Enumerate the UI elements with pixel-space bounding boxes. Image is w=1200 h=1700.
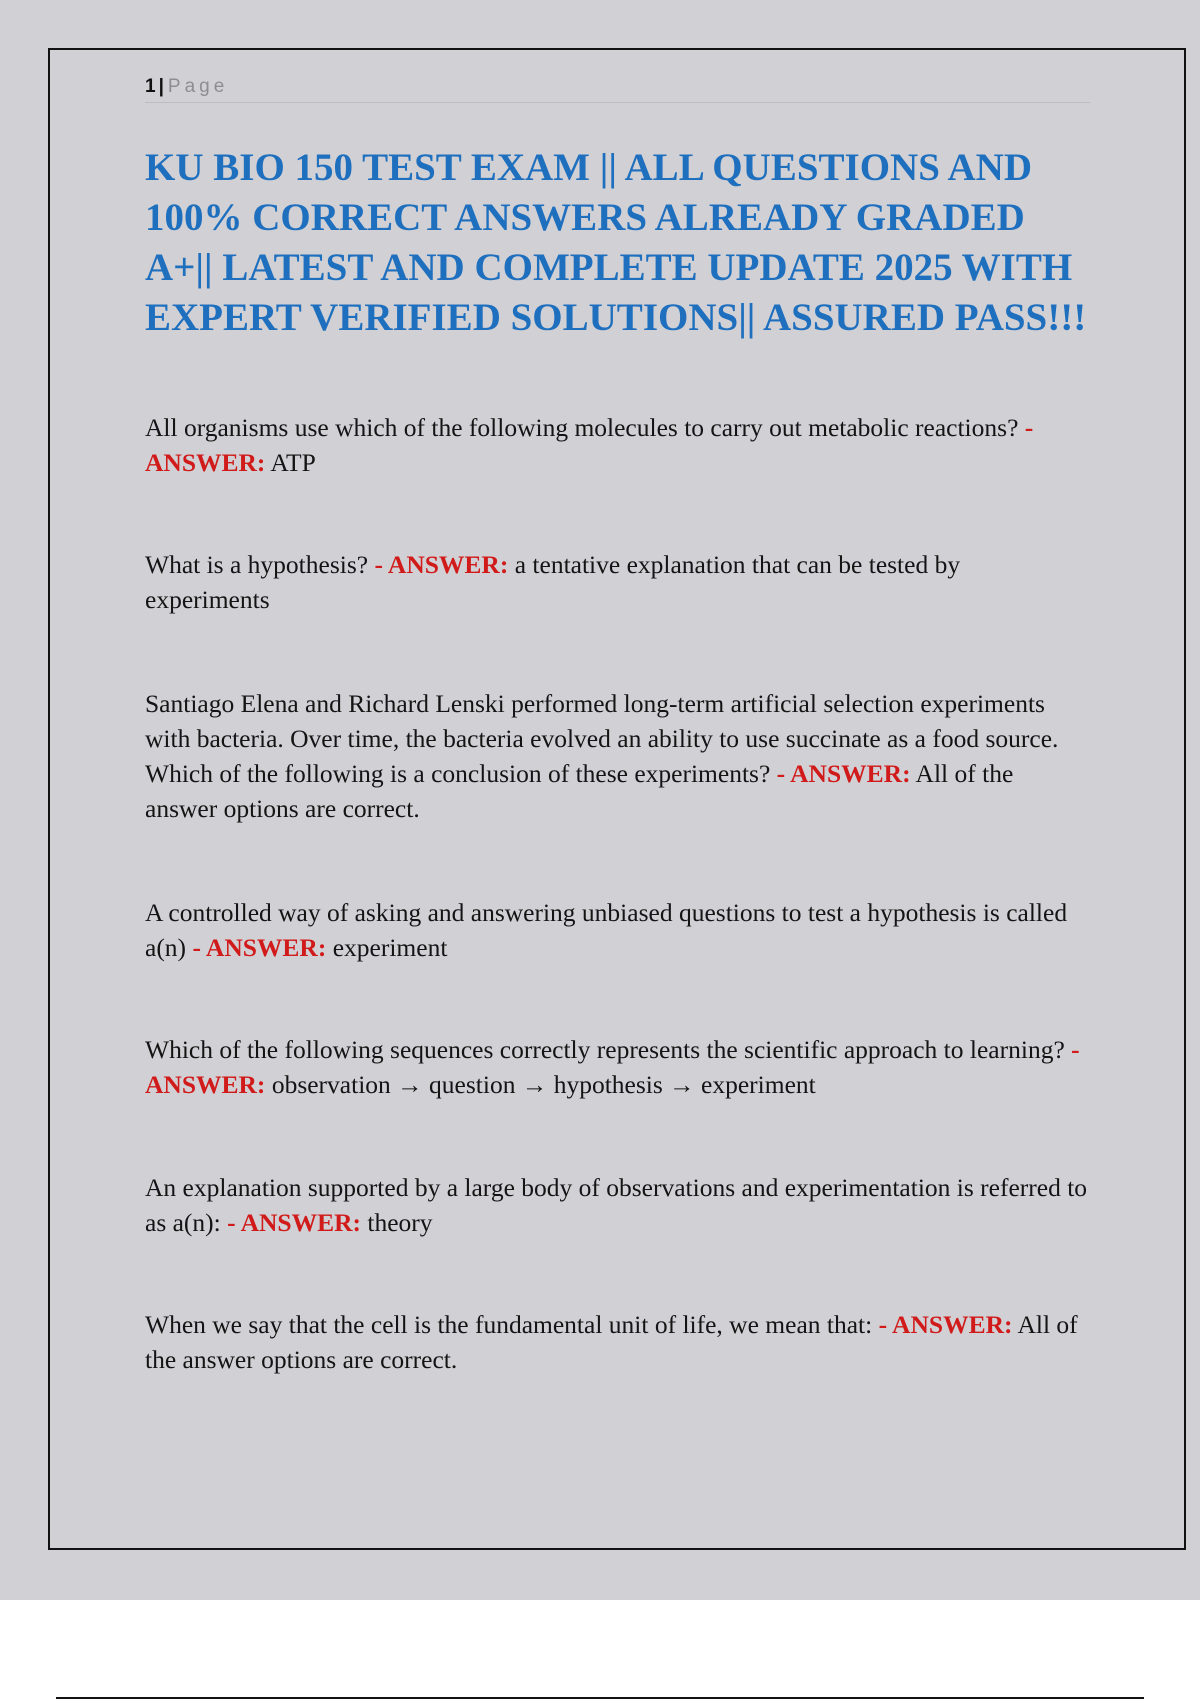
qa-item-6 [145, 1170, 1090, 1240]
qa-item-1 [145, 410, 1090, 480]
answer-label: - ANSWER: [192, 933, 327, 962]
qa-item-7 [145, 1307, 1090, 1377]
answer-text: theory [367, 1208, 433, 1237]
question-text: When we say that the cell is the fundamental unit of life, we mean that: [145, 1310, 873, 1339]
answer-text: All of the answer options are correct. [145, 1310, 1078, 1374]
answer-text: ATP [270, 448, 316, 477]
answer-label: - ANSWER: [145, 413, 1034, 477]
answer-text: experiment [332, 933, 448, 962]
answer-label: - ANSWER: [374, 550, 509, 579]
answer-label: - ANSWER: [145, 1035, 1080, 1099]
qa-item-2 [145, 547, 1090, 617]
next-page-top-rule [56, 1697, 1144, 1699]
question-text: What is a hypothesis? [145, 550, 369, 579]
answer-label: - ANSWER: [227, 1208, 362, 1237]
question-text: A controlled way of asking and answering unbiased questions to test a hypothesis is called a(n) [145, 898, 1068, 962]
answer-label: - ANSWER: [776, 759, 911, 788]
question-text: All organisms use which of the following molecules to carry out metabolic reactions? [145, 413, 1019, 442]
answer-text: observation → question → hypothesis → experiment [271, 1070, 816, 1099]
qa-item-5 [145, 1032, 1090, 1102]
answer-text: a tentative explanation that can be tested by experiments [145, 550, 961, 614]
qa-item-3 [145, 686, 1090, 826]
page-number: 1 [145, 76, 156, 97]
page-header [145, 74, 1090, 103]
question-text: Santiago Elena and Richard Lenski performed long-term artificial selection experiments with bacteria. Over time, the bacteria evolved an ability to use succinate as a food source. Which of the following is a conclusion of these experiments? [145, 689, 1059, 788]
question-text: An explanation supported by a large body of observations and experimentation is referred to as a(n): [145, 1173, 1088, 1237]
question-text: Which of the following sequences correctly represents the scientific approach to learning? [145, 1035, 1065, 1064]
answer-label: - ANSWER: [878, 1310, 1013, 1339]
qa-item-4 [145, 895, 1090, 965]
page-label: Page [167, 76, 229, 97]
answer-text: All of the answer options are correct. [145, 759, 1014, 823]
document-title: KU BIO 150 TEST EXAM || ALL QUESTIONS AND 100% CORRECT ANSWERS ALREADY GRADED A+|| LATEST AND COMPLETE UPDATE 2025 WITH EXPERT VERIFIED SOLUTIONS|| ASSURED PASS!!! [145, 146, 1087, 339]
page-header-separator: | [158, 76, 164, 97]
